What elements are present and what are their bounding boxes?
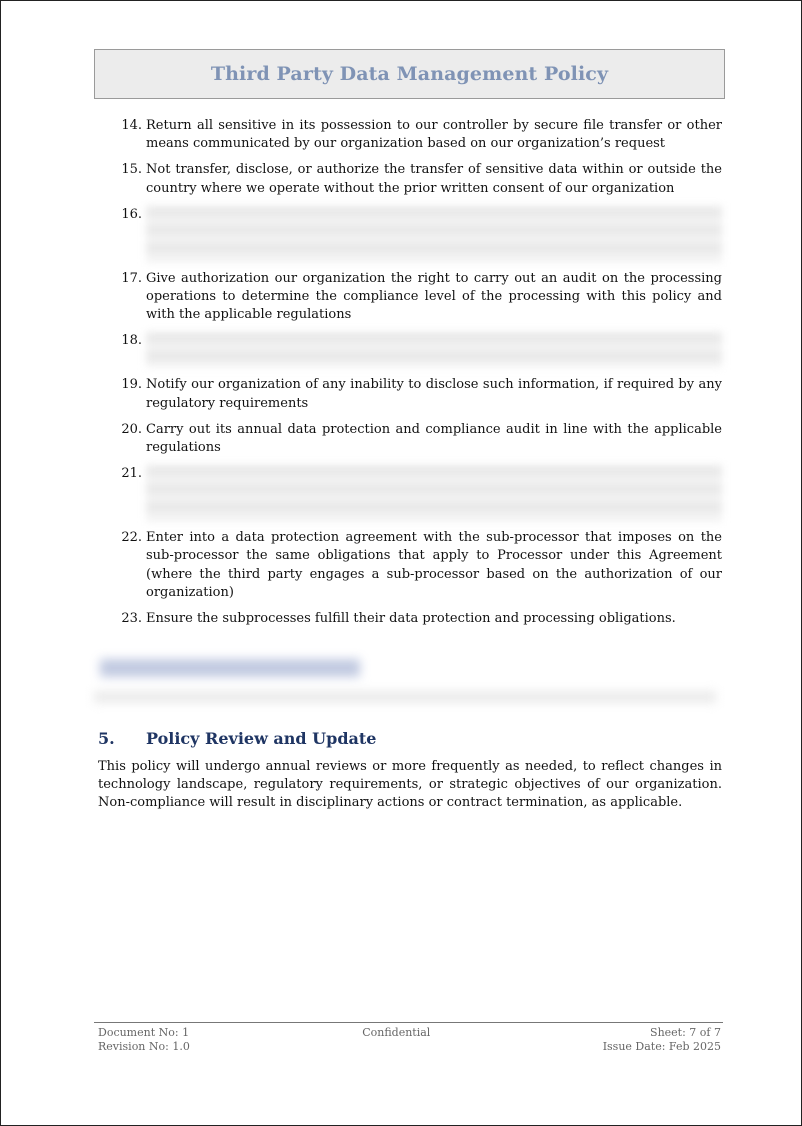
section-body: This policy will undergo annual reviews or more frequently as needed, to reflect changes in technology landscape, regulatory requirements, or strategic objectives of our organization. Non-compliance will result in disciplinary actions or contract termination, as applicable.: [98, 759, 722, 811]
redacted-text-block: [146, 206, 722, 262]
item-number: 15.: [121, 162, 142, 178]
page-footer: [94, 1022, 723, 1054]
section-title: Policy Review and Update: [146, 729, 377, 748]
item-number: 23.: [121, 611, 142, 627]
redacted-text-block: [146, 465, 722, 521]
item-number: 21.: [121, 466, 142, 482]
issue-date: Issue Date: Feb 2025: [602, 1040, 721, 1053]
section-policy-review: [98, 729, 722, 813]
redacted-paragraph: [94, 691, 716, 703]
list-item: [98, 421, 722, 457]
redacted-section: [94, 651, 726, 713]
section-number: 5.: [98, 729, 115, 748]
list-item: [98, 117, 722, 153]
item-number: 19.: [121, 377, 142, 393]
redacted-text-block: [146, 332, 722, 368]
item-number: 20.: [121, 421, 142, 437]
item-text: Give authorization our organization the right to carry out an audit on the processing operations to determine the compliance level of the processing with this policy and with the applicable regulations: [146, 270, 722, 323]
obligations-list: [98, 117, 722, 636]
header-banner: [94, 49, 725, 99]
sheet-number: Sheet: 7 of 7: [650, 1026, 721, 1039]
item-text: Carry out its annual data protection and compliance audit in line with the applicable regulations: [146, 421, 722, 456]
list-item-redacted: [98, 332, 722, 368]
revision-number: Revision No: 1.0: [98, 1040, 190, 1053]
section-heading: [98, 729, 722, 748]
item-text: Notify our organization of any inability to disclose such information, if required by any regulatory requirements: [146, 377, 722, 411]
item-number: 22.: [121, 530, 142, 546]
classification-label: Confidential: [362, 1026, 431, 1039]
redacted-heading: [100, 659, 360, 677]
list-item: [98, 161, 722, 197]
list-item: [98, 270, 722, 325]
item-text: Ensure the subprocesses fulfill their data protection and processing obligations.: [146, 611, 676, 627]
item-text: Enter into a data protection agreement with the sub-processor that imposes on the sub-processor the same obligations that apply to Processor under this Agreement (where the third party engages a sub-processor based on the authorization of our organization): [146, 530, 722, 600]
list-item: [98, 376, 722, 412]
item-number: 16.: [121, 206, 142, 222]
document-title: Third Party Data Management Policy: [210, 63, 609, 85]
item-number: 18.: [121, 333, 142, 349]
item-text: Return all sensitive in its possession to our controller by secure file transfer or other means communicated by our organization based on our organization’s request: [146, 118, 722, 152]
item-number: 14.: [121, 118, 142, 133]
list-item-redacted: [98, 465, 722, 521]
item-text: Not transfer, disclose, or authorize the transfer of sensitive data within or outside the country where we operate without the prior written consent of our organization: [146, 162, 722, 196]
document-number: Document No: 1: [98, 1026, 190, 1039]
list-item: [98, 529, 722, 602]
list-item-redacted: [98, 206, 722, 262]
item-number: 17.: [121, 270, 142, 286]
list-item: [98, 610, 722, 628]
